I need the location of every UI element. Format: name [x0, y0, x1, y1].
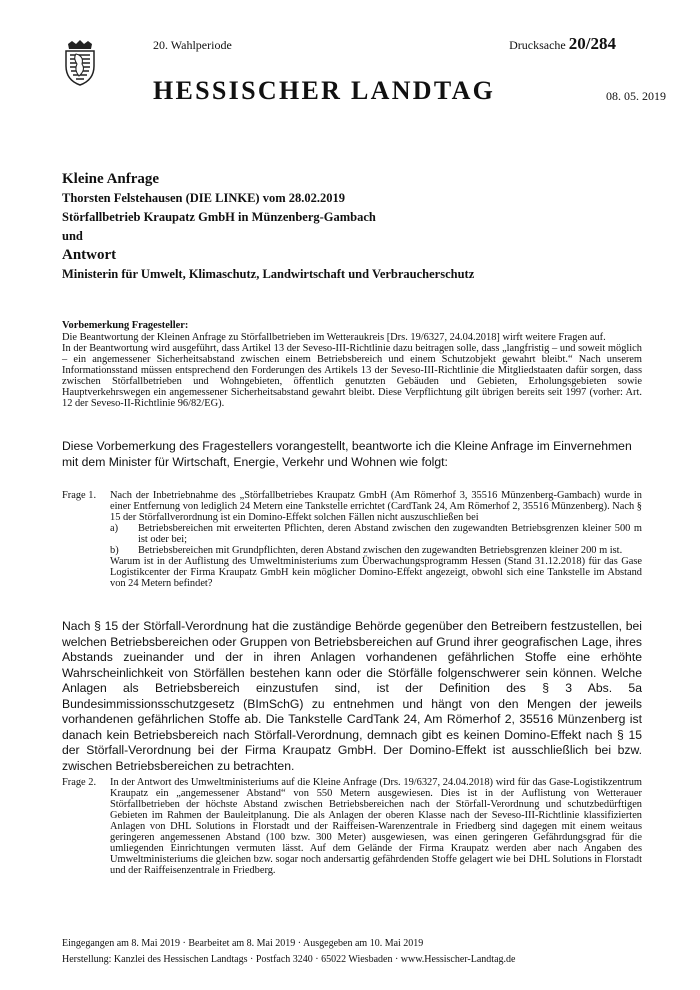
drucksache	[509, 34, 616, 54]
und-line: und	[62, 229, 83, 243]
author-line: Thorsten Felstehausen (DIE LINKE) vom 28.02.2019	[62, 191, 345, 205]
vorbemerkung-label: Vorbemerkung Fragesteller:	[62, 320, 189, 331]
drucksache-label: Drucksache	[509, 38, 566, 52]
vorbemerkung-text	[62, 332, 642, 409]
frage-1-question: Warum ist in der Auflistung des Umweltministeriums zum Überwachungsprogramm Hessen (Stand 31.12.2018) für das Gase Logistikcenter der Firma Kraupatz GmbH kein möglicher Domino-Effekt angezeigt, obwohl sich eine Tankstelle im Abstand von 24 Metern befindet?	[110, 556, 642, 589]
frage-1-paragraph: Nach der Inbetriebnahme des „Störfallbetriebes Kraupatz GmbH (Am Römerhof 3, 35516 Münzenberg-Gambach) wurde in einer Entfernung von lediglich 24 Metern eine Tankstelle errichtet (CardTank 24, Am Römerhof 2, 35516 Münzenberg). Nach § 15 der Störfallverordnung ist ein Domino-Effekt solchen Fällen nicht auszuschließen bei	[110, 490, 642, 523]
list-item-text: Betriebsbereichen mit erweiterten Pflichten, deren Abstand zwischen den zugewandten Betriebsgrenzen kleiner 500 m ist oder bei;	[138, 523, 642, 545]
heading-block	[62, 170, 642, 284]
page-title: HESSISCHER LANDTAG	[153, 76, 496, 105]
drucksache-number: 20/284	[568, 34, 616, 53]
antwort-1-paragraph: Nach § 15 der Störfall-Verordnung hat die zuständige Behörde gegenüber den Betreibern festzustellen, bei welchen Betriebsbereichen oder Gruppen von Betriebsbereichen auf Grund ihrer geografischen Lage, ihres Abstands zueinander und der in ihren Anlagen vorhandenen gefährlichen Stoffe eine erhöhte Wahrscheinlichkeit von Störfällen bestehen kann oder die Störfälle folgenschwerer sein können. Welche Anlagen als Betriebsbereich einzustufen sind, ist der Definition des § 3 Abs. 5a Bundesimmissionsschutzgesetz (BImSchG) zu entnehmen und hängt von den Mengen der jeweils vorhandenen gefährlichen Stoffe ab. Die Tankstelle CardTank 24, Am Römerhof 2, 35516 Münzenberg ist danach kein Betriebsbereich nach Störfall-Verordnung, demnach gibt es keinen Domino-Effekt nach § 15 der Störfall-Verordnung bei der Firma Kraupatz GmbH. Der Domino-Effekt ist ausschließlich bei bzw. zwischen Betriebsbereichen zu betrachten.	[62, 619, 642, 773]
list-item	[110, 545, 642, 556]
footer-imprint: Herstellung: Kanzlei des Hessischen Landtags · Postfach 3240 · 65022 Wiesbaden · www.Hessischer-Landtag.de	[62, 954, 516, 965]
list-item	[110, 523, 642, 545]
vorbemerkung-paragraph-2: In der Beantwortung wird ausgeführt, dass Artikel 13 der Seveso-III-Richtlinie dazu beitragen solle, dass „langfristig – und soweit möglich – ein angemessener Sicherheitsabstand zwischen einem Betriebsbereich und einem Schutzobjekt gewahrt bleibt.“ Nach unserem Informationsstand müssen entsprechend den Forderungen des Artikels 13 der Seveso-III-Richtlinie die Mitgliedstaaten dafür sorgen, dass zwischen Störfallbetrieben und Wohngebieten, öffentlich genutzten Gebäuden und Gebieten, Erholungsgebieten sowie Hauptverkehrswegen ein angemessener Sicherheitsabstand gewahrt bleibt. Diese Verpflichtung gilt übrigen bereits seit 1997 (vorher: Art. 12 der Seveso-II-Richtlinie 96/82/EG).	[62, 343, 642, 409]
ministerium-line: Ministerin für Umwelt, Klimaschutz, Landwirtschaft und Verbraucherschutz	[62, 267, 475, 281]
list-item-text: Betriebsbereichen mit Grundpflichten, deren Abstand zwischen den zugewandten Betriebsgrenzen kleiner 200 m ist.	[138, 545, 623, 556]
hessen-coat-of-arms-icon	[62, 40, 98, 86]
subject-line: Störfallbetrieb Kraupatz GmbH in Münzenberg-Gambach	[62, 210, 376, 224]
frage-1-text	[110, 490, 642, 589]
footer-dates: Eingegangen am 8. Mai 2019 · Bearbeitet am 8. Mai 2019 · Ausgegeben am 10. Mai 2019	[62, 938, 424, 949]
list-item-marker: a)	[110, 523, 119, 534]
frage-1-label: Frage 1.	[62, 490, 97, 501]
frage-2-text: In der Antwort des Umweltministeriums auf die Kleine Anfrage (Drs. 19/6327, 24.04.2018) wird für das Gase-Logistikzentrum Kraupatz ein „angemessener Abstand“ von 550 Metern ausgewiesen. Dies ist in der Auflistung von Wetterauer Störfallbetrieben der höchste Abstand zwischen Betriebsbereichen nach der Störfall-Verordnung und schutzbedürftigen Gebieten im Rahmen der Bauleitplanung. Die als Anlagen der oberen Klasse nach der Seveso-III-Richtlinie klassifizierten Anlagen von DHL Solutions in Florstadt und der Raiffeisen-Warenzentrale in Friedberg sind dagegen mit einem weitaus geringeren angemessenen Abstand (100 bzw. 300 Meter) ausgewiesen, was einen geringeren Gefährdungsgrad für die umliegenden Einrichtungen vermuten lässt. Auf dem Gelände der Firma Kraupatz werden aber nach Angaben des Umweltministeriums die gleichen bzw. sogar noch andersartig gefährdenden Stoffe gelagert wie bei DHL Solutions in Florstadt und der Raiffeisenzentrale in Friedberg.	[110, 777, 642, 876]
vorbemerkung-paragraph-1: Die Beantwortung der Kleinen Anfrage zu Störfallbetrieben im Wetteraukreis [Drs. 19/6327, 24.04.2018] wirft weitere Fragen auf.	[62, 332, 606, 343]
document-date: 08. 05. 2019	[606, 89, 666, 103]
intro-paragraph: Diese Vorbemerkung des Fragestellers vorangestellt, beantworte ich die Kleine Anfrage im Einvernehmen mit dem Minister für Wirtschaft, Energie, Verkehr und Wohnen wie folgt:	[62, 439, 632, 469]
wahlperiode: 20. Wahlperiode	[153, 38, 232, 52]
frage-2-label: Frage 2.	[62, 777, 97, 788]
list-item-marker: b)	[110, 545, 119, 556]
antwort-heading: Antwort	[62, 247, 117, 263]
kleine-anfrage-heading: Kleine Anfrage	[62, 171, 160, 187]
